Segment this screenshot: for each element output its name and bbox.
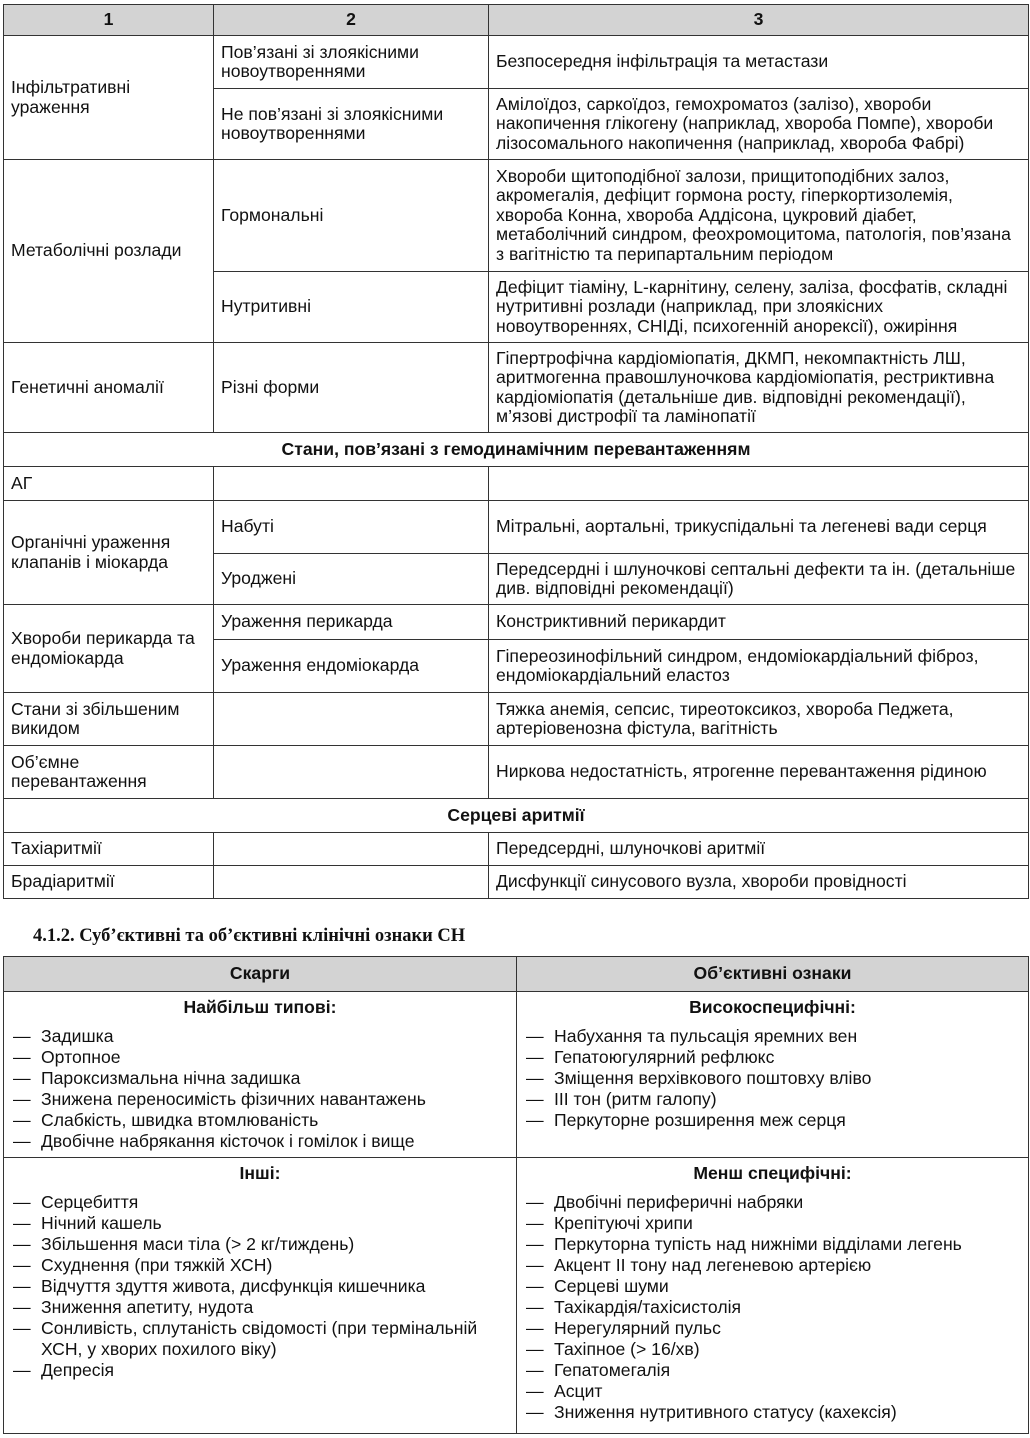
list-item-text: Двобічні периферичні набряки	[554, 1191, 804, 1212]
description-cell: Ниркова недостатність, ятрогенне перевантаження рідиною	[489, 746, 1029, 799]
signs-specific-list	[526, 1026, 1019, 1131]
dash-bullet: —	[526, 1233, 544, 1254]
list-item	[526, 1318, 1019, 1339]
list-item	[526, 1110, 1019, 1131]
list-item	[526, 1026, 1019, 1047]
group-title: Менш специфічні:	[693, 1163, 852, 1183]
category-cell: Органічні ураження клапанів і міокарда	[4, 501, 214, 605]
dash-bullet: —	[13, 1025, 31, 1046]
list-item	[13, 1297, 507, 1318]
list-item-text: Депресія	[41, 1359, 115, 1380]
list-item	[526, 1047, 1019, 1068]
dash-bullet: —	[13, 1212, 31, 1233]
list-item-text: Слабкість, швидка втомлюваність	[41, 1109, 319, 1130]
table-row	[4, 833, 1029, 866]
empty-cell	[214, 866, 489, 899]
table-header-row	[4, 957, 1029, 992]
list-item	[526, 1381, 1019, 1402]
description-cell: Передсердні, шлуночкові аритмії	[489, 833, 1029, 866]
complaints-typical-list	[13, 1026, 507, 1152]
section-heading: 4.1.2. Суб’єктивні та об’єктивні клінічні ознаки СН	[33, 926, 466, 946]
category-cell: Метаболічні розлади	[4, 160, 214, 343]
list-item-text: Відчуття здуття живота, дисфункція кишечника	[41, 1275, 426, 1296]
table-row	[4, 866, 1029, 899]
list-item	[13, 1360, 507, 1381]
empty-cell	[214, 467, 489, 501]
subtype-cell: Набуті	[214, 501, 489, 554]
category-cell: Об’ємне перевантаження	[4, 746, 214, 799]
dash-bullet: —	[13, 1275, 31, 1296]
subtype-cell: Не пов’язані зі злоякісними новоутвореннями	[214, 89, 489, 160]
list-item-text: Схуднення (при тяжкій ХСН)	[41, 1254, 273, 1275]
list-item-text: Тахіпное (> 16/хв)	[554, 1338, 700, 1359]
category-cell: Інфільтративні ураження	[4, 36, 214, 160]
table-row	[4, 746, 1029, 799]
list-item-text: Двобічне набрякання кісточок і гомілок і вище	[41, 1130, 415, 1151]
list-item-text: Перкуторне розширення меж серця	[554, 1109, 846, 1130]
section-row	[4, 433, 1029, 467]
dash-bullet: —	[13, 1191, 31, 1212]
description-cell: Дефіцит тіаміну, L-карнітину, селену, заліза, фосфатів, складні нутритивні розлади (наприклад, при злоякісних новоутвореннях, СНІДі, психогенній анорексії), ожиріння	[489, 272, 1029, 343]
table-row	[4, 605, 1029, 640]
table-row	[4, 343, 1029, 433]
list-item	[526, 1339, 1019, 1360]
subtype-cell: Ураження ендоміокарда	[214, 640, 489, 693]
column-header: 3	[489, 5, 1029, 36]
section-title: Стани, пов’язані з гемодинамічним перевантаженням	[4, 433, 1029, 467]
column-header: 2	[214, 5, 489, 36]
dash-bullet: —	[526, 1109, 544, 1130]
dash-bullet: —	[526, 1359, 544, 1380]
dash-bullet: —	[13, 1067, 31, 1088]
description-cell: Мітральні, аортальні, трикуспідальні та легеневі вади серця	[489, 501, 1029, 554]
description-cell: Хвороби щитоподібної залози, прищитоподібних залоз, акромегалія, дефіцит гормона росту, гіперкортизолемія, хвороба Конна, хвороба Аддісона, цукровий діабет, метаболічний синдром, феохромоцитома, патологія, пов’язана з вагітністю та перипартальним періодом	[489, 160, 1029, 272]
dash-bullet: —	[526, 1338, 544, 1359]
list-item	[13, 1276, 507, 1297]
description-cell: Дисфункції синусового вузла, хвороби провідності	[489, 866, 1029, 899]
table-row	[4, 160, 1029, 272]
list-item	[13, 1213, 507, 1234]
description-cell: Амілоїдоз, саркоїдоз, гемохроматоз (залізо), хвороби накопичення глікогену (наприклад, хвороба Помпе), хвороби лізосомального накопичення (наприклад, хвороба Фабрі)	[489, 89, 1029, 160]
list-item-text: Нерегулярний пульс	[554, 1317, 721, 1338]
category-cell: Генетичні аномалії	[4, 343, 214, 433]
list-item-text: Гепатомегалія	[554, 1359, 671, 1380]
category-cell: Хвороби перикарда та ендоміокарда	[4, 605, 214, 693]
list-item-text: Набухання та пульсація яремних вен	[554, 1025, 858, 1046]
list-item	[13, 1131, 507, 1152]
list-item	[13, 1110, 507, 1131]
list-item	[13, 1255, 507, 1276]
list-item-text: Сонливість, сплутаність свідомості (при термінальній ХСН, у хворих похилого віку)	[41, 1317, 478, 1359]
dash-bullet: —	[526, 1025, 544, 1046]
description-cell: Гіпертрофічна кардіоміопатія, ДКМП, некомпактність ЛШ, аритмогенна правошлуночкова кардіоміопатія, рестриктивна кардіоміопатія (детальніше див. відповідні рекомендації), м’язові дистрофії та ламінопатії	[489, 343, 1029, 433]
complaints-other-list	[13, 1192, 507, 1381]
dash-bullet: —	[526, 1296, 544, 1317]
dash-bullet: —	[13, 1109, 31, 1130]
category-cell: Стани зі збільшеним викидом	[4, 693, 214, 746]
dash-bullet: —	[526, 1254, 544, 1275]
dash-bullet: —	[526, 1317, 544, 1338]
description-cell: Констриктивний перикардит	[489, 605, 1029, 640]
list-item-text: Зміщення верхівкового поштовху вліво	[554, 1067, 872, 1088]
list-item-text: Акцент II тону над легеневою артерією	[554, 1254, 872, 1275]
list-item	[526, 1276, 1019, 1297]
table-header-row	[4, 5, 1029, 36]
dash-bullet: —	[13, 1088, 31, 1109]
etiology-table	[3, 4, 1029, 899]
list-item	[13, 1068, 507, 1089]
list-item-text: Серцеві шуми	[554, 1275, 669, 1296]
complaints-typical-cell	[4, 992, 517, 1158]
section-row	[4, 799, 1029, 833]
empty-cell	[489, 467, 1029, 501]
subtype-cell: Уроджені	[214, 554, 489, 605]
dash-bullet: —	[13, 1233, 31, 1254]
list-item-text: Нічний кашель	[41, 1212, 162, 1233]
group-title: Високоспецифічні:	[689, 997, 856, 1017]
dash-bullet: —	[526, 1046, 544, 1067]
dash-bullet: —	[13, 1359, 31, 1380]
list-item-text: Задишка	[41, 1025, 114, 1046]
dash-bullet: —	[526, 1067, 544, 1088]
dash-bullet: —	[526, 1380, 544, 1401]
list-item-text: Серцебиття	[41, 1191, 139, 1212]
list-item	[526, 1234, 1019, 1255]
dash-bullet: —	[526, 1212, 544, 1233]
group-title: Найбільш типові:	[183, 997, 337, 1017]
list-item-text: Тахікардія/тахісистолія	[554, 1296, 742, 1317]
description-cell: Передсердні і шлуночкові септальні дефекти та ін. (детальніше див. відповідні рекомендації)	[489, 554, 1029, 605]
column-header: Об’єктивні ознаки	[517, 957, 1029, 992]
subtype-cell: Різні форми	[214, 343, 489, 433]
list-item-text: Перкуторна тупість над нижніми відділами легень	[554, 1233, 962, 1254]
section-title: Серцеві аритмії	[4, 799, 1029, 833]
list-item	[526, 1089, 1019, 1110]
table-row	[4, 1158, 1029, 1434]
dash-bullet: —	[13, 1046, 31, 1067]
list-item	[526, 1255, 1019, 1276]
dash-bullet: —	[526, 1088, 544, 1109]
list-item-text: Зниження апетиту, нудота	[41, 1296, 254, 1317]
subtype-cell: Нутритивні	[214, 272, 489, 343]
list-item	[526, 1297, 1019, 1318]
subtype-cell: Гормональні	[214, 160, 489, 272]
signs-less-cell	[517, 1158, 1029, 1434]
dash-bullet: —	[526, 1401, 544, 1422]
list-item-text: Гепатоюгулярний рефлюкс	[554, 1046, 775, 1067]
list-item	[526, 1192, 1019, 1213]
list-item	[13, 1047, 507, 1068]
category-cell: Тахіаритмії	[4, 833, 214, 866]
clinical-signs-table	[3, 956, 1029, 1434]
list-item-text: Ортопное	[41, 1046, 121, 1067]
subtype-cell: Пов’язані зі злоякісними новоутвореннями	[214, 36, 489, 89]
category-cell: АГ	[4, 467, 214, 501]
table-row	[4, 467, 1029, 501]
table-row	[4, 501, 1029, 554]
list-item-text: Крепітуючі хрипи	[554, 1212, 693, 1233]
group-title: Інші:	[239, 1163, 281, 1183]
list-item	[526, 1068, 1019, 1089]
list-item	[526, 1360, 1019, 1381]
list-item-text: Асцит	[554, 1380, 603, 1401]
list-item	[13, 1234, 507, 1255]
list-item	[13, 1318, 507, 1360]
dash-bullet: —	[13, 1317, 31, 1338]
dash-bullet: —	[526, 1191, 544, 1212]
table-row	[4, 693, 1029, 746]
list-item	[13, 1026, 507, 1047]
list-item-text: III тон (ритм галопу)	[554, 1088, 717, 1109]
column-header: 1	[4, 5, 214, 36]
list-item-text: Пароксизмальна нічна задишка	[41, 1067, 301, 1088]
subtype-cell: Ураження перикарда	[214, 605, 489, 640]
signs-less-list	[526, 1192, 1019, 1423]
table-row	[4, 36, 1029, 89]
list-item	[526, 1402, 1019, 1423]
list-item-text: Зниження нутритивного статусу (кахексія)	[554, 1401, 897, 1422]
description-cell: Гіпереозинофільний синдром, ендоміокардіальний фіброз, ендоміокардіальний еластоз	[489, 640, 1029, 693]
dash-bullet: —	[13, 1254, 31, 1275]
list-item	[526, 1213, 1019, 1234]
description-cell: Тяжка анемія, сепсис, тиреотоксикоз, хвороба Педжета, артеріовенозна фістула, вагітність	[489, 693, 1029, 746]
category-cell: Брадіаритмії	[4, 866, 214, 899]
list-item	[13, 1192, 507, 1213]
complaints-other-cell	[4, 1158, 517, 1434]
dash-bullet: —	[526, 1275, 544, 1296]
description-cell: Безпосередня інфільтрація та метастази	[489, 36, 1029, 89]
list-item-text: Знижена переносимість фізичних навантажень	[41, 1088, 426, 1109]
empty-cell	[214, 833, 489, 866]
dash-bullet: —	[13, 1296, 31, 1317]
column-header: Скарги	[4, 957, 517, 992]
table-row	[4, 992, 1029, 1158]
empty-cell	[214, 693, 489, 746]
signs-specific-cell	[517, 992, 1029, 1158]
dash-bullet: —	[13, 1130, 31, 1151]
list-item	[13, 1089, 507, 1110]
empty-cell	[214, 746, 489, 799]
list-item-text: Збільшення маси тіла (> 2 кг/тиждень)	[41, 1233, 355, 1254]
